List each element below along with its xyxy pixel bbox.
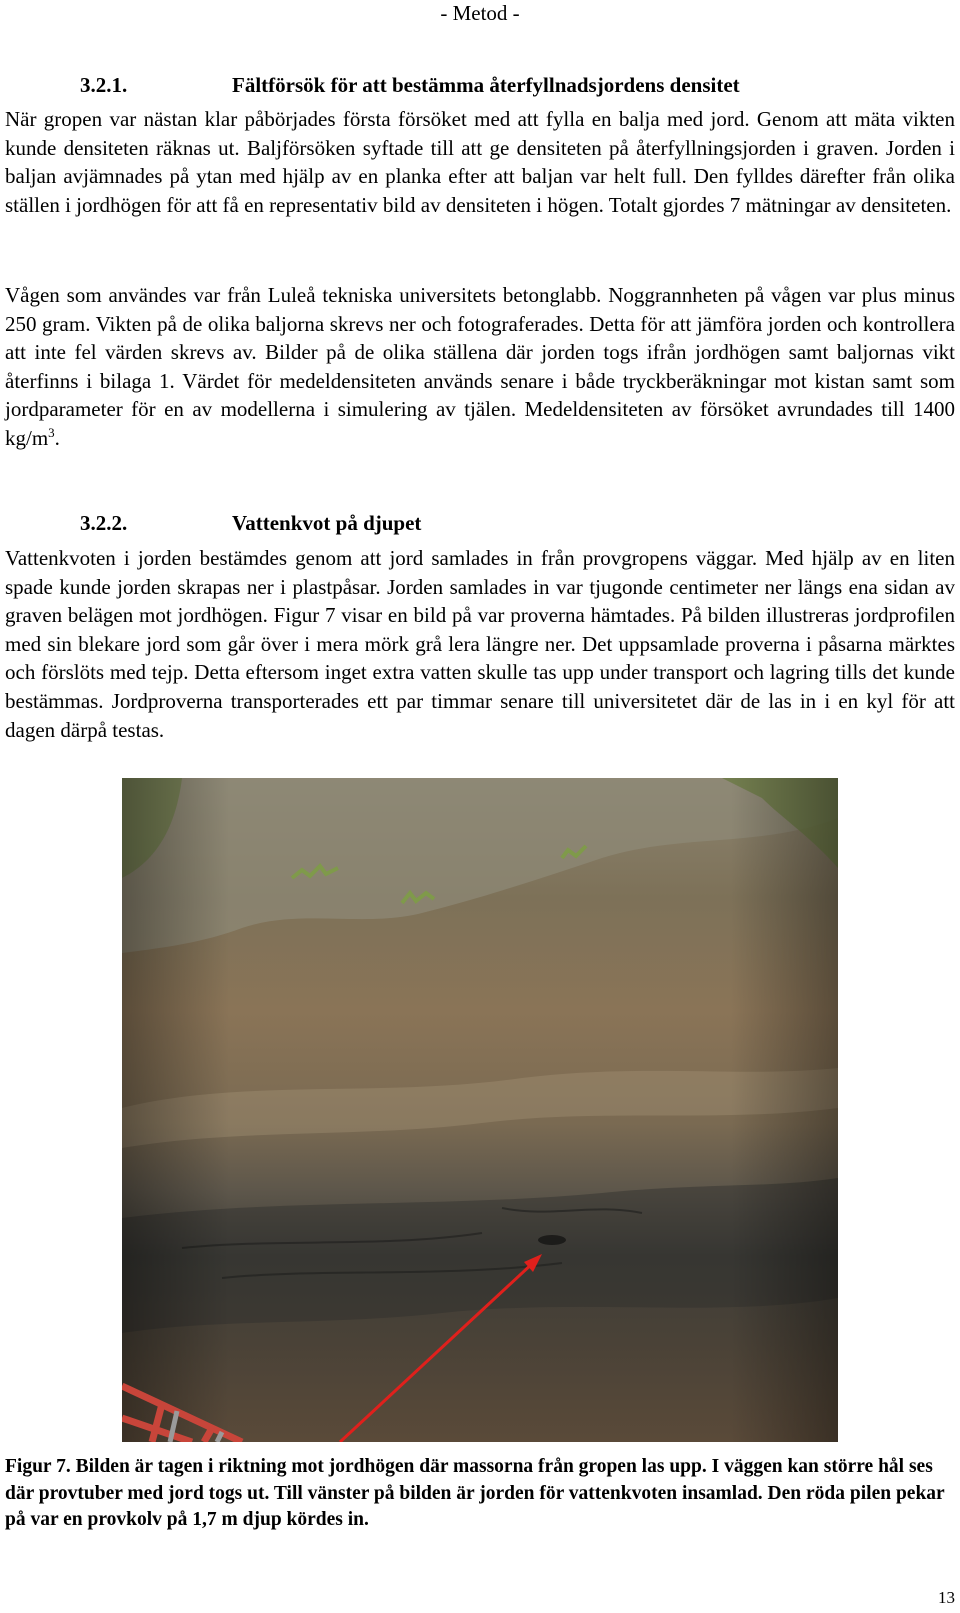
section-number: 3.2.2.: [80, 511, 128, 535]
paragraph-vagen: [5, 281, 955, 453]
figure-caption: Figur 7. Bilden är tagen i riktning mot jordhögen där massorna från gropen las upp. I väggen kan större hål ses där provtuber med jord togs ut. Till vänster på bilden är jorden för vattenkvoten insamlad. Den röda pilen pekar på var en provkolv på 1,7 m djup kördes in.: [5, 1456, 945, 1530]
paragraph-baljforsok: När gropen var nästan klar påbörjades första försöket med att fylla en balja med jord. Genom att mäta vikten kunde densiteten räknas ut. Baljförsöken syftade till att ge densiteten på återfyllningsjorden i graven. Jorden i baljan avjämnades på ytan med hjälp av en planka efter att baljan var helt full. Den fylldes därefter från olika ställen i jordhögen för att få en representativ bild av densiteten i högen. Totalt gjordes 7 mätningar av densiteten.: [5, 107, 955, 217]
section-heading-3-2-2: [80, 510, 421, 536]
paragraph-vagen-end: .: [54, 425, 60, 450]
paragraph-vagen-text: Vågen som användes var från Luleå tekniska universitets betonglabb. Noggrannheten på vågen var plus minus 250 gram. Vikten på de olika baljorna skrevs ner och fotograferades. Detta för att jämföra jorden och kontrollera att inte fel värden skrevs av. Bilder på de olika ställena där jorden togs ifrån jordhögen samt baljornas vikt återfinns i bilaga 1. Värdet för medeldensiteten används senare i både tryckberäkningar mot kistan samt som jordparameter för en av modellerna i simulering av tjälen. Medeldensiteten av försöket avrundades till 1400 kg/m: [5, 283, 955, 450]
section-title: Fältförsök för att bestämma återfyllnadsjordens densitet: [232, 73, 740, 97]
page-header: - Metod -: [440, 1, 520, 25]
figure-soil-pit-photo: [122, 778, 838, 1442]
side-shadow: [122, 778, 838, 1442]
paragraph-vattenkvot: Vattenkvoten i jorden bestämdes genom att jord samlades in från provgropens väggar. Med hjälp av en liten spade kunde jorden skrapas ner i plastpåsar. Jorden samlades in var tjugonde centimeter ner längs ena sidan av graven belägen mot jordhögen. Figur 7 visar en bild på var proverna hämtades. På bilden illustreras jordprofilen med sin blekare jord som går över i mera mörk grå lera längre ner. Det uppsamlade proverna i påsarna märktes och förslöts med tejp. Detta eftersom inget extra vatten skulle tas upp under transport och lagring tills det kunde bestämmas. Jordproverna transporterades ett par timmar senare till universitetet där de las in i en kyl för att dagen därpå testas.: [5, 546, 955, 742]
section-number: 3.2.1.: [80, 73, 128, 97]
page-number: 13: [938, 1588, 955, 1607]
superscript-3: 3: [48, 424, 55, 440]
section-heading-3-2-1: [80, 72, 740, 98]
section-title: Vattenkvot på djupet: [232, 511, 422, 535]
